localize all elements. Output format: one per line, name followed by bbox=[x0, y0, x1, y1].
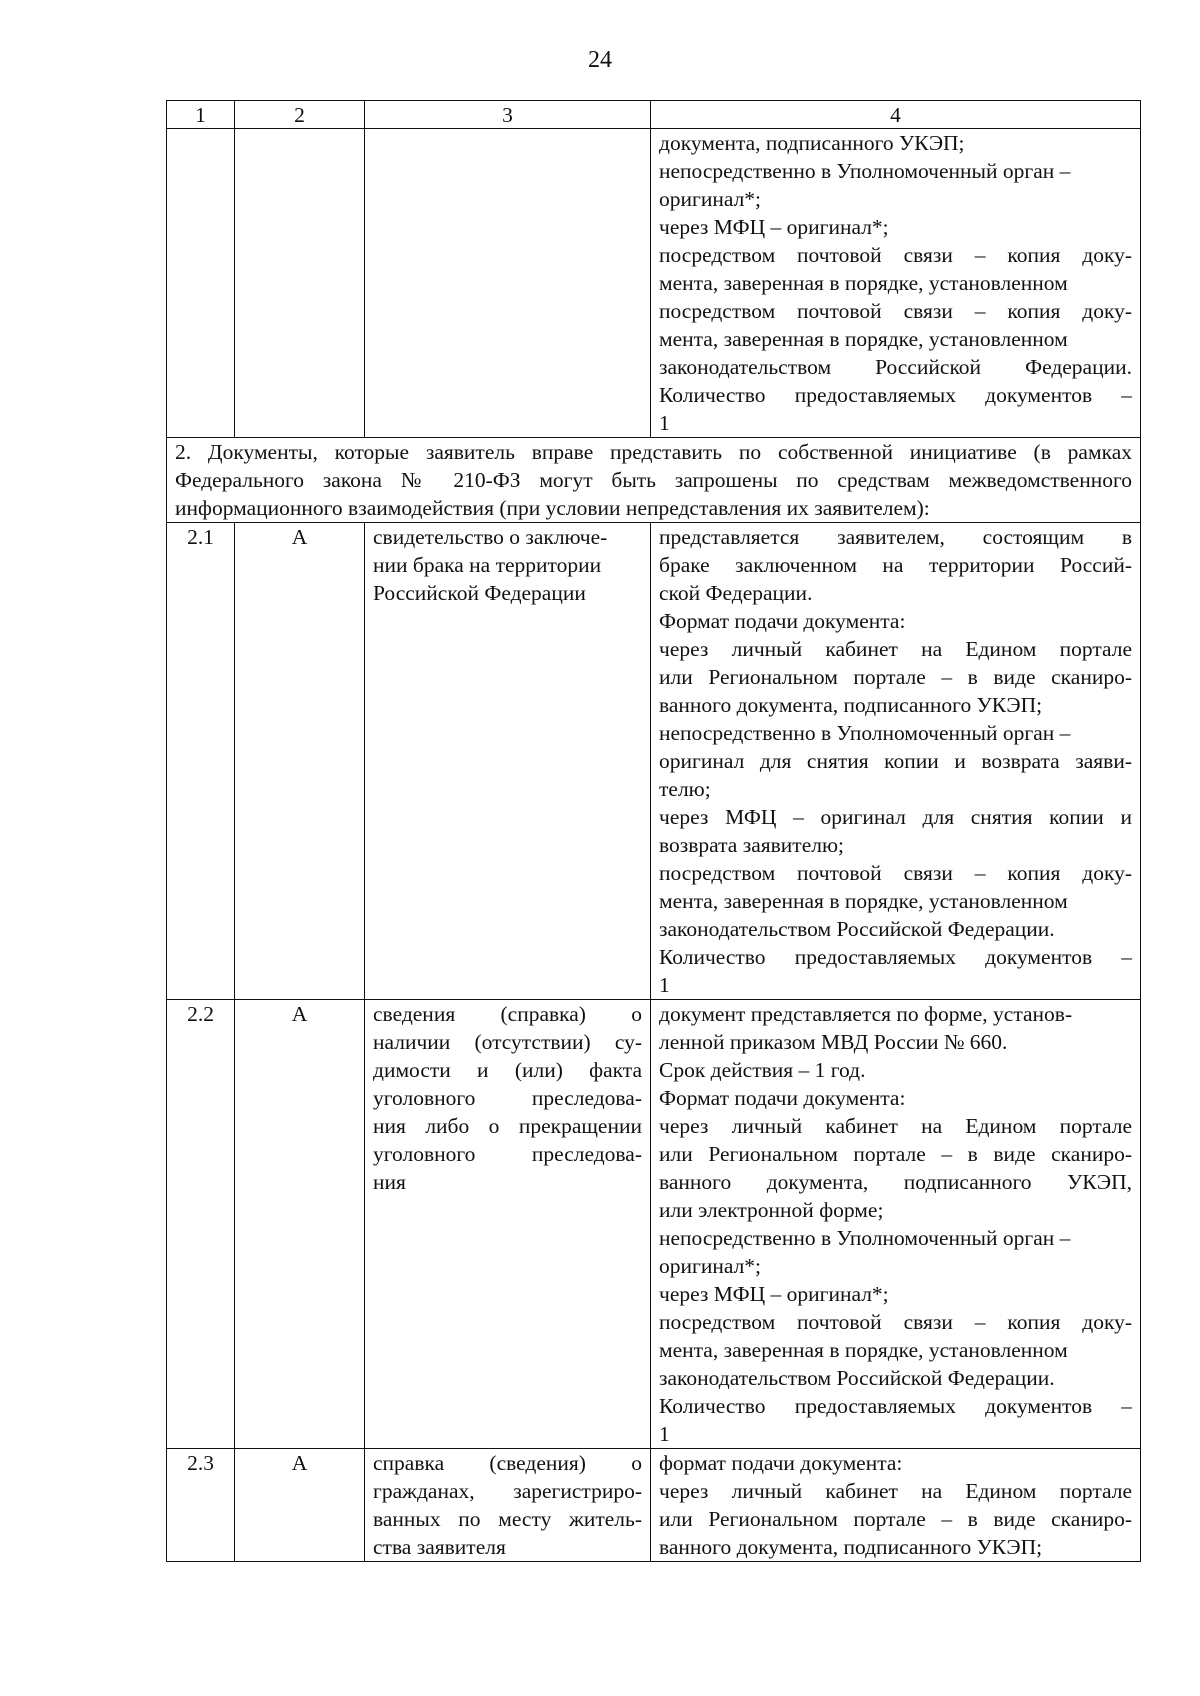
text-line: через личный кабинет на Едином портале bbox=[659, 1479, 1132, 1503]
text-line: оригинал*; bbox=[659, 187, 762, 211]
text-line: 1 bbox=[659, 411, 670, 435]
text-line: димости и (или) факта bbox=[373, 1058, 642, 1082]
section-2-heading: 2. Документы, которые заявитель вправе представить по собственной инициативе (в рамках Федерального закона № 210-ФЗ могут быть запрошены по средствам межведомственного информационного взаимодействия (при условии непредставления их заявителем): bbox=[167, 438, 1141, 523]
header-col-3: 3 bbox=[365, 101, 651, 129]
text-line: непосредственно в Уполномоченный орган – bbox=[659, 721, 1071, 745]
header-col-2: 2 bbox=[235, 101, 365, 129]
text-line: мента, заверенная в порядке, установленном bbox=[659, 327, 1068, 351]
text-line: телю; bbox=[659, 777, 711, 801]
text-line: законодательством Российской Федерации. bbox=[659, 1366, 1055, 1390]
text-line: законодательством Российской Федерации. bbox=[659, 355, 1132, 379]
cell-description bbox=[651, 1000, 1141, 1449]
text-line: через МФЦ – оригинал для снятия копии и bbox=[659, 805, 1132, 829]
text-line: Количество предоставляемых документов – bbox=[659, 383, 1132, 407]
text-line: посредством почтовой связи – копия доку- bbox=[659, 861, 1132, 885]
cell-num bbox=[167, 129, 235, 438]
text-line: ской Федерации. bbox=[659, 581, 813, 605]
cell-num: 2.3 bbox=[167, 1449, 235, 1562]
text-line: ванного документа, подписанного УКЭП; bbox=[659, 693, 1043, 717]
text-line: справка (сведения) о bbox=[373, 1451, 642, 1475]
text-line: свидетельство о заключе- bbox=[373, 525, 608, 549]
text-line: ванных по месту житель- bbox=[373, 1507, 642, 1531]
text-line: 1 bbox=[659, 973, 670, 997]
cell-document-name bbox=[365, 1000, 651, 1449]
cell-document-name bbox=[365, 129, 651, 438]
text-line: ленной приказом МВД России № 660. bbox=[659, 1030, 1008, 1054]
text-line: посредством почтовой связи – копия доку- bbox=[659, 243, 1132, 267]
text-line: формат подачи документа: bbox=[659, 1451, 903, 1475]
text-line: нии брака на территории bbox=[373, 553, 602, 577]
text-line: ства заявителя bbox=[373, 1535, 506, 1559]
text-line: оригинал*; bbox=[659, 1254, 762, 1278]
text-line: мента, заверенная в порядке, установленном bbox=[659, 1338, 1068, 1362]
text-line: Формат подачи документа: bbox=[659, 1086, 906, 1110]
text-line: ванного документа, подписанного УКЭП; bbox=[659, 1535, 1043, 1559]
text-line: Количество предоставляемых документов – bbox=[659, 1394, 1132, 1418]
cell-category: А bbox=[235, 523, 365, 1000]
text-line: сведения (справка) о bbox=[373, 1002, 642, 1026]
text-line: ния либо о прекращении bbox=[373, 1114, 642, 1138]
documents-table bbox=[166, 100, 1141, 1562]
text-line: оригинал для снятия копии и возврата заяви- bbox=[659, 749, 1132, 773]
table-row bbox=[167, 1000, 1141, 1449]
text-line: гражданах, зарегистриро- bbox=[373, 1479, 642, 1503]
text-line: через личный кабинет на Едином портале bbox=[659, 637, 1132, 661]
text-line: через личный кабинет на Едином портале bbox=[659, 1114, 1132, 1138]
text-line: Количество предоставляемых документов – bbox=[659, 945, 1132, 969]
section-heading-row bbox=[167, 438, 1141, 523]
text-line: Срок действия – 1 год. bbox=[659, 1058, 866, 1082]
text-line: ванного документа, подписанного УКЭП, bbox=[659, 1170, 1132, 1194]
text-line: через МФЦ – оригинал*; bbox=[659, 215, 889, 239]
text-line: законодательством Российской Федерации. bbox=[659, 917, 1055, 941]
text-line: через МФЦ – оригинал*; bbox=[659, 1282, 889, 1306]
cell-description bbox=[651, 129, 1141, 438]
text-line: уголовного преследова- bbox=[373, 1086, 642, 1110]
text-line: браке заключенном на территории Россий- bbox=[659, 553, 1132, 577]
cell-category: А bbox=[235, 1449, 365, 1562]
text-line: Формат подачи документа: bbox=[659, 609, 906, 633]
page-number: 24 bbox=[588, 47, 612, 73]
text-line: возврата заявителю; bbox=[659, 833, 844, 857]
table-header-row bbox=[167, 101, 1141, 129]
header-col-1: 1 bbox=[167, 101, 235, 129]
cell-description bbox=[651, 1449, 1141, 1562]
text-line: документа, подписанного УКЭП; bbox=[659, 131, 965, 155]
text-line: представляется заявителем, состоящим в bbox=[659, 525, 1132, 549]
cell-document-name bbox=[365, 523, 651, 1000]
text-line: посредством почтовой связи – копия доку- bbox=[659, 299, 1132, 323]
cell-num: 2.1 bbox=[167, 523, 235, 1000]
text-line: уголовного преследова- bbox=[373, 1142, 642, 1166]
cell-num: 2.2 bbox=[167, 1000, 235, 1449]
text-line: непосредственно в Уполномоченный орган – bbox=[659, 159, 1071, 183]
text-line: посредством почтовой связи – копия доку- bbox=[659, 1310, 1132, 1334]
text-line: или электронной форме; bbox=[659, 1198, 884, 1222]
cell-description bbox=[651, 523, 1141, 1000]
text-line: Российской Федерации bbox=[373, 581, 586, 605]
table-row bbox=[167, 1449, 1141, 1562]
text-line: мента, заверенная в порядке, установленном bbox=[659, 889, 1068, 913]
text-line: или Региональном портале – в виде сканиро- bbox=[659, 1142, 1132, 1166]
text-line: ния bbox=[373, 1170, 406, 1194]
text-line: 1 bbox=[659, 1422, 670, 1446]
text-line: мента, заверенная в порядке, установленном bbox=[659, 271, 1068, 295]
table-row bbox=[167, 523, 1141, 1000]
cell-category bbox=[235, 129, 365, 438]
header-col-4: 4 bbox=[651, 101, 1141, 129]
text-line: документ представляется по форме, установ- bbox=[659, 1002, 1073, 1026]
text-line: непосредственно в Уполномоченный орган – bbox=[659, 1226, 1071, 1250]
text-line: наличии (отсутствии) су- bbox=[373, 1030, 642, 1054]
cell-category: А bbox=[235, 1000, 365, 1449]
cell-document-name bbox=[365, 1449, 651, 1562]
text-line: или Региональном портале – в виде сканиро- bbox=[659, 665, 1132, 689]
text-line: или Региональном портале – в виде сканиро- bbox=[659, 1507, 1132, 1531]
table-row-continued bbox=[167, 129, 1141, 438]
